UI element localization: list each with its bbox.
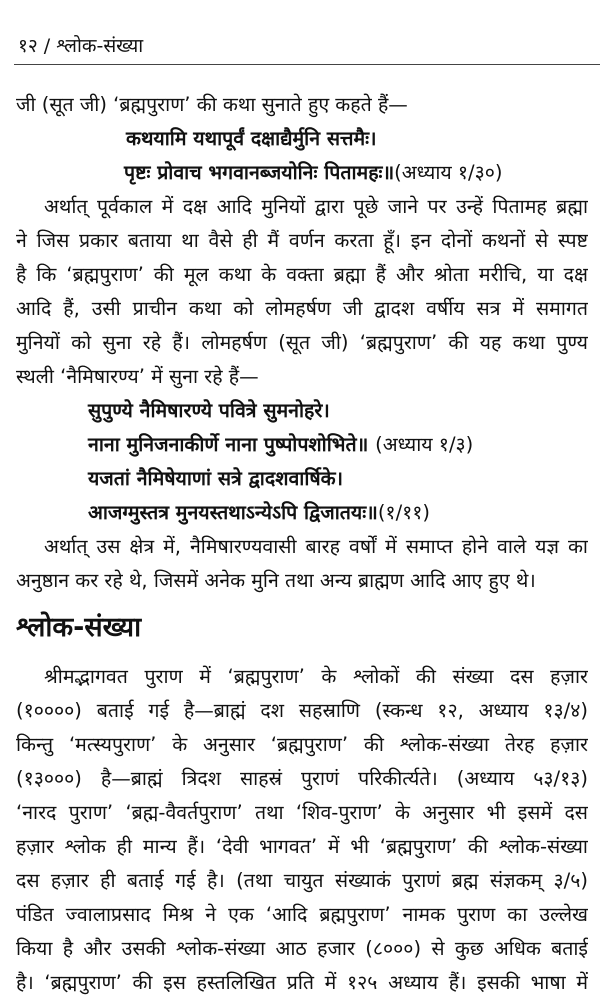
verse-line: सुपुण्ये नैमिषारण्ये पवित्रे सुमनोहरे। [88, 399, 330, 422]
paragraph-line: ने जिस प्रकार बताया था वैसे ही मैं वर्णन करता हूँ। इन दोनों कथनों से स्पष्ट [16, 229, 588, 252]
verse-block-2 [16, 394, 588, 530]
paragraph-line: अर्थात् उस क्षेत्र में, नैमिषारण्यवासी बारह वर्षों में समाप्त होने वाले यज्ञ का [44, 535, 588, 558]
page-body [16, 88, 588, 1000]
page-number-and-title: १२ / श्लोक-संख्या [18, 35, 144, 57]
paragraph-line: श्रीमद्भागवत पुराण में ‘ब्रह्मपुराण’ के श्लोकों की संख्या दस हज़ार [44, 665, 588, 688]
paragraph-line: हज़ार श्लोक ही मान्य हैं। ‘देवी भागवत’ में भी ‘ब्रह्मपुराण’ की श्लोक-संख्या [16, 835, 588, 858]
verse-line: यजतां नैमिषेयाणां सत्रे द्वादशवार्षिके। [88, 467, 344, 490]
section-heading: श्लोक-संख्या [16, 612, 142, 643]
verse-line: कथयामि यथापूर्वं दक्षाद्यैर्मुनि सत्तमैः। [126, 127, 377, 150]
verse-text: नाना मुनिजनाकीर्णे नाना पुष्पोपशोभिते॥ [88, 433, 369, 456]
paragraph-line: स्थली ‘नैमिषारण्य’ में सुना रहे हैं— [16, 365, 259, 388]
verse-reference: (१/११) [377, 501, 431, 524]
paragraph-line: किया है और उसकी श्लोक-संख्या आठ हजार (८०००) से कुछ अधिक बताई [16, 937, 588, 960]
paragraph-2 [16, 190, 588, 394]
paragraph-line: पंडित ज्वालाप्रसाद मिश्र ने एक ‘आदि ब्रह्मपुराण’ नामक पुराण का उल्लेख [16, 903, 588, 926]
paragraph-line: ‘नारद पुराण’ ‘ब्रह्म-वैवर्तपुराण’ तथा ‘शिव-पुराण’ के अनुसार भी इसमें दस [16, 801, 588, 824]
verse-line [16, 156, 588, 190]
paragraph-line: (१३०००) है—ब्राह्मं त्रिदश साहस्रं पुराणं परिकीर्त्यते। (अध्याय ५३/१३) [16, 767, 588, 790]
paragraph-line: किन्तु ‘मत्स्यपुराण’ के अनुसार ‘ब्रह्मपुराण’ की श्लोक-संख्या तेरह हज़ार [16, 733, 588, 756]
paragraph-line: अर्थात् पूर्वकाल में दक्ष आदि मुनियों द्वारा पूछे जाने पर उन्हें पितामह ब्रह्मा [44, 195, 588, 218]
header-rule [14, 64, 600, 65]
verse-reference: (अध्याय १/३०) [394, 161, 503, 184]
paragraph-line: (१००००) बताई गई है—ब्राह्मं दश सहस्राणि (स्कन्ध १२, अध्याय १३/४) [16, 699, 588, 722]
verse-block-1 [16, 122, 588, 190]
verse-line [16, 496, 588, 530]
verse-reference: (अध्याय १/३) [375, 433, 474, 456]
running-head [18, 34, 143, 58]
paragraph-line: अनुष्ठान कर रहे थे, जिसमें अनेक मुनि तथा अन्य ब्राह्मण आदि आए हुए थे। [16, 569, 536, 592]
paragraph-line: है। ‘ब्रह्मपुराण’ की इस हस्तलिखित प्रति में १२५ अध्याय हैं। इसकी भाषा में [16, 971, 588, 994]
verse-text: आजग्मुस्तत्र मुनयस्तथाऽन्येऽपि द्विजातयः॥ [88, 501, 378, 524]
paragraph-line: मुनियों को सुना रहे हैं। लोमहर्षण (सूत जी) ‘ब्रह्मपुराण’ की यह कथा पुण्य [16, 331, 588, 354]
verse-line [16, 428, 588, 462]
paragraph-line: आदि हैं, उसी प्राचीन कथा को लोमहर्षण जी द्वादश वर्षीय सत्र में समागत [16, 297, 588, 320]
paragraph-line: है कि ‘ब्रह्मपुराण’ की मूल कथा के वक्ता ब्रह्मा हैं और श्रोता मरीचि, या दक्ष [16, 263, 588, 286]
paragraph-3 [16, 530, 588, 598]
paragraph-4 [16, 660, 588, 1000]
paragraph-line: दस हज़ार ही बताई गई है। (तथा चायुत संख्याकं पुराणं ब्रह्म संज्ञकम् ३/५) [16, 869, 588, 892]
paragraph-line: जी (सूत जी) ‘ब्रह्मपुराण’ की कथा सुनाते हुए कहते हैं— [16, 93, 408, 116]
verse-text: पृष्टः प्रोवाच भगवानब्जयोनिः पितामहः॥ [124, 161, 395, 184]
